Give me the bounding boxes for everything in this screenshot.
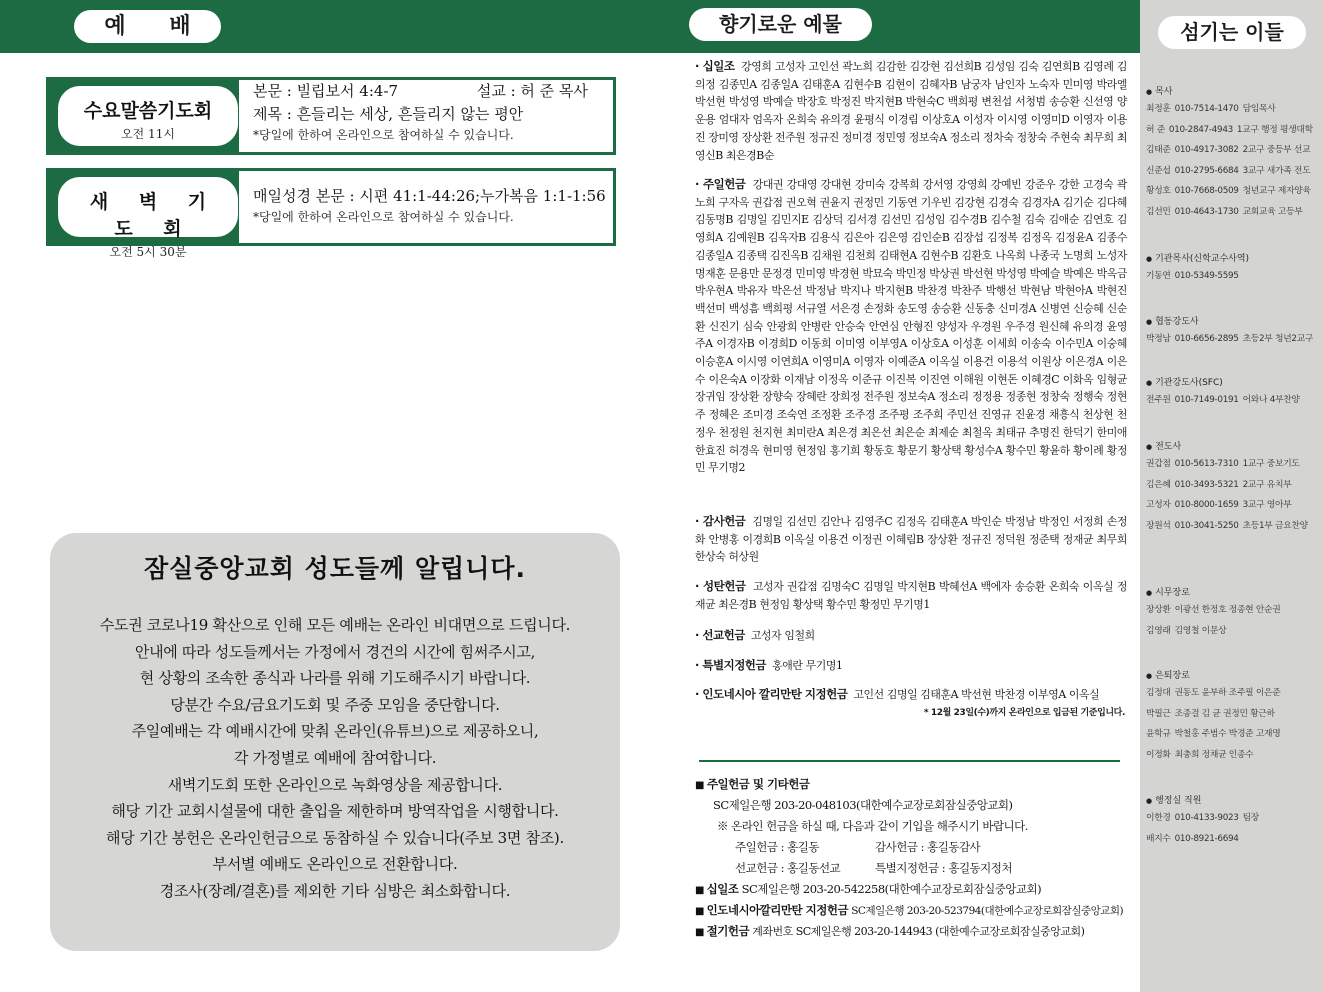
wednesday-preacher: 설교 : 허 준 목사: [476, 82, 588, 100]
staff-row: [1146, 120, 1322, 141]
offering-names: 고인선 김명일 김태훈A 박선현 박찬경 이부영A 이옥실: [853, 688, 1100, 701]
staff-role: 초등2부 청년2교구: [1242, 334, 1314, 344]
indonesia-account-row: [695, 900, 1135, 921]
notice-line: 주일예배는 각 예배시간에 맞춰 온라인(유튜브)으로 제공하오니,: [131, 722, 539, 741]
staff-role: 1교구 행정 평생대학: [1236, 124, 1313, 135]
staff-role: 담임목사: [1242, 104, 1276, 114]
worship-header: 예 배: [74, 10, 221, 43]
offering-header: 향기로운 예물: [689, 8, 872, 41]
staff-row: [1146, 266, 1322, 287]
staff-name: 윤학규: [1146, 729, 1171, 739]
staff-row: [1146, 99, 1322, 120]
notice-line: 각 가정별로 예배에 참여합니다.: [233, 748, 437, 767]
wednesday-note: *당일에 한하여 온라인으로 참여하실 수 있습니다.: [253, 128, 514, 142]
staff-row: [1146, 181, 1322, 202]
group-title: ● 은퇴장로: [1146, 670, 1322, 683]
staff-names: 이광선 한정호 정종현 안순권: [1174, 605, 1281, 615]
notice-line: 당분간 수요/금요기도회 및 주중 모임을 중단합니다.: [170, 695, 500, 714]
wednesday-scripture: 본문 : 빌립보서 4:4-7: [253, 82, 399, 100]
wednesday-text-line: [253, 80, 613, 103]
dawn-prayer-label: [58, 177, 238, 259]
staff-row: [1146, 140, 1322, 161]
staff-name: 이정화: [1146, 749, 1171, 760]
staff-role: 2교구 중등부 선교: [1242, 145, 1311, 155]
staff-names: 김영철 이문상: [1174, 625, 1227, 636]
group-title: ● 전도사: [1146, 441, 1322, 454]
staff-row: [1146, 516, 1322, 537]
agency-pastor-group: [1146, 253, 1322, 287]
notice-line: 현 상황의 조속한 종식과 나라를 위해 기도해주시기 바랍니다.: [139, 669, 531, 688]
christmas-offering-block: [695, 578, 1127, 613]
group-title: ● 목사: [1146, 86, 1322, 99]
group-title: ● 행정실 직원: [1146, 795, 1322, 808]
staff-row: [1146, 202, 1322, 223]
staff-row: [1146, 390, 1322, 411]
offering-category: · 특별지정헌금: [695, 658, 766, 672]
offering-category: · 인도네시아 깔리만탄 지정헌금: [695, 687, 847, 701]
tithe-offering-block: [695, 58, 1127, 164]
staff-row: [1146, 621, 1322, 642]
staff-name: 김선민: [1146, 206, 1171, 217]
offering-names: 강대권 강대영 강대현 강미숙 강복희 강서영 강영희 강예빈 강준우 강한 고경숙 곽노희 구자옥 권갑점 권오혁 권윤지 권정민 기동연 기우빈 김강현 김경숙 김경자A 김기순 김다혜 김동명B 김명일 김민지E 김상덕 김서경 김선민 김성임 김수경B 김수철 김숙 김애순 김연호 김영희A 김예원B 김옥자B 김용식 김은아 김은영 김인순B 김장섭 김정복 김정옥 김정윤A 김종수 김종일A 김종택 김진옥B 김채원 김천희 김태현A 김현수B 김환호 나옥희 나종국 노명희 노성자 명재훈 문용만 문정경 민미영 박경현 박묘숙 박민정 박상권 박선현 박성영 박예슬 박예은 박옥금 박우현A 박유자 박은선 박정남 박지나 박지현B 박찬경 박찬주 박행선 박현남 박현아A 박현진 백선미 백성흠 백희평 서규열 서은경 손정화 송도영 송승환 신동충 신미경A 신병연 신승혜 신순환 신진기 심숙 안광희 안병란 안승숙 안연심 안형진 양성자 우경원 우주경 원신혜 유의경 윤영주A 이경자B 이경희D 이동희 이미영 이부영A 이상호A 이성훈 이세희 이송숙 이수민A 이숭혜 이승훈A 이시영 이연희A 이영미A 이영자 이예준A 이옥실 이용건 이용석 이원상 이은경A 이은수 이은숙A 이장화 이재남 이정옥 이준규 이진복 이진연 이해원 이현돈 이혜경C 이화옥 임형균 장귀임 장상환 장향숙 장혜란 장희정 전주원 정보숙A 정소리 정정용 정종현 정창숙 정행숙 정현주 정혜은 조미경 조숙연 조정환 조주경 조주평 조주희 주민선 진영규 진윤경 채흥식 천상현 천정우 천정원 천지현 최미란A 최은경 최은선 최은순 최제순 최철옥 최태규 추명진 한덕기 한미애 한효진 허경옥 현미영 현정임 홍기희 황동호 황문기 황상택 황성수A 황수민 황윤하 황이례 황정민 무기명2: [695, 178, 1128, 475]
notice-line: 해당 기간 봉헌은 온라인헌금으로 동참하실 수 있습니다(주보 3면 참조).: [106, 828, 564, 847]
naming-example: 특별지정헌금 : 홍길동지정처: [875, 861, 1012, 875]
offering-names: 고성자 임철희: [750, 629, 815, 642]
indonesia-account-number: SC제일은행 203-20-523794(대한예수교장로회잠실중앙교회): [851, 905, 1124, 917]
staff-name: 신준섭: [1146, 165, 1171, 176]
staff-role: 3교구 새가족 전도: [1242, 165, 1311, 176]
staff-name: 박필근: [1146, 708, 1171, 719]
staff-name: 김태준: [1146, 145, 1171, 155]
naming-example: 주일헌금 : 홍길동: [735, 840, 819, 854]
servants-header: 섬기는 이들: [1158, 16, 1306, 49]
section-divider: [699, 760, 1120, 762]
staff-phone: 010-7149-0191: [1174, 395, 1239, 405]
season-account-label: 절기헌금: [706, 924, 750, 938]
notice-line: 해당 기간 교회시설물에 대한 출입을 제한하며 방역작업을 시행합니다.: [111, 802, 559, 821]
evangelists-group: [1146, 441, 1322, 536]
dawn-prayer-box: [46, 168, 616, 259]
naming-example: 감사헌금 : 홍길동감사: [875, 840, 981, 854]
group-title: ● 협동강도사: [1146, 316, 1322, 329]
naming-example-row: [695, 837, 1135, 858]
pastors-group: [1146, 86, 1322, 222]
staff-names: 최충희 정채균 인종수: [1174, 749, 1254, 760]
staff-phone: 010-4917-3082: [1174, 145, 1239, 155]
notice-line: 새벽기도회 또한 온라인으로 녹화영상을 제공합니다.: [167, 775, 503, 794]
staff-name: 김은혜: [1146, 479, 1171, 490]
staff-name: 권갑점: [1146, 459, 1171, 469]
staff-role: 초등1부 금요찬양: [1242, 520, 1308, 531]
wednesday-service-box: [46, 77, 616, 155]
staff-role: 어와나 4부찬양: [1242, 395, 1300, 405]
staff-phone: 010-2847-4943: [1168, 124, 1233, 135]
church-notice-box: [50, 533, 620, 951]
group-title: ● 기관목사(신학교수사역): [1146, 253, 1322, 266]
group-title: ● 시무장로: [1146, 587, 1322, 600]
staff-row: [1146, 724, 1322, 745]
offering-category: · 성탄헌금: [695, 579, 745, 593]
staff-phone: 010-8921-6694: [1174, 833, 1239, 844]
mission-offering-block: [695, 627, 1127, 645]
staff-row: [1146, 495, 1322, 516]
staff-names: 조종걸 김 균 권정민 황근하: [1174, 708, 1275, 719]
staff-role: 교회교육 고등부: [1242, 206, 1303, 217]
offering-names: 강영희 고성자 고인선 곽노희 김감한 김강현 김선희B 김성임 김숙 김연희B 김영례 김의정 김종민A 김종일A 김태훈A 김현수B 김현이 김혜자B 남궁자 남인자 노숙자 민미영 박라엘 박선현 박성영 박예슬 박장호 박정진 박지현B 박현숙C 백희평 변천섭 서청범 송승환 신선영 양운용 엄대자 엄옥자 온희숙 유의경 윤평식 이경림 이상호A 이성자 이시영 이영미D 이영자 이용진 장미영 장상환 전주원 정규진 정미경 정민영 정보숙A 정소리 정차숙 정창숙 주현숙 최무희 최영신B 최은경B순: [695, 60, 1128, 162]
staff-name: 고성자: [1146, 500, 1171, 510]
staff-name: 김정대: [1146, 688, 1171, 698]
staff-row: [1146, 454, 1322, 475]
tithe-account-label: 십일조: [706, 882, 739, 896]
dawn-prayer-content: [239, 171, 613, 243]
staff-phone: 010-5349-5595: [1174, 271, 1239, 281]
retired-elders-group: [1146, 670, 1322, 765]
offering-names: 김명일 김선민 김안나 김영주C 김정옥 김태훈A 박인순 박정남 박정인 서정희 손정화 안병홍 이경희B 이옥실 이용건 이정권 이혜림B 장상환 정규진 정덕원 정준택 정재균 최무희 한상숙 허상원: [695, 515, 1128, 564]
staff-names: 권동도 윤부하 조주필 이은준: [1174, 688, 1281, 698]
servants-sidebar: [1140, 0, 1323, 992]
indonesia-offering-block: [695, 686, 1127, 704]
staff-name: 장상환: [1146, 605, 1171, 615]
staff-role: 3교구 영아부: [1242, 500, 1292, 510]
dawn-note: *당일에 한하여 온라인으로 참여하실 수 있습니다.: [253, 210, 514, 224]
staff-name: 배지수: [1146, 833, 1171, 844]
staff-row: [1146, 329, 1322, 350]
staff-name: 최정훈: [1146, 104, 1171, 114]
staff-phone: 010-4643-1730: [1174, 206, 1239, 217]
offering-cutoff-note: * 12월 23일(수)까지 온라인으로 입금된 기준입니다.: [923, 708, 1125, 718]
tithe-account-number: SC제일은행 203-20-542258(대한예수교장로회잠실중앙교회): [741, 882, 1042, 896]
notice-line: 수도권 코로나19 확산으로 인해 모든 예배는 온라인 비대면으로 드립니다.: [99, 616, 571, 634]
offering-names: 홍애란 무기명1: [772, 659, 843, 672]
special-offering-block: [695, 657, 1127, 675]
staff-phone: 010-2795-6684: [1174, 165, 1239, 176]
staff-name: 기동연: [1146, 271, 1171, 281]
staff-phone: 010-3041-5250: [1174, 520, 1239, 531]
offering-category: · 선교헌금: [695, 628, 745, 642]
notice-lines: [50, 612, 620, 905]
cooperative-evangelist-group: [1146, 316, 1322, 350]
tithe-account-row: [695, 879, 1135, 900]
wednesday-service-content: [239, 80, 613, 152]
office-staff-group: [1146, 795, 1322, 849]
staff-phone: 010-5613-7310: [1174, 459, 1239, 469]
offering-category: · 주일헌금: [695, 177, 745, 191]
staff-name: 장원석: [1146, 520, 1171, 531]
staff-name: 허 준: [1146, 124, 1165, 135]
dawn-prayer-title: 새 벽 기 도 회: [89, 191, 219, 240]
notice-title: 잠실중앙교회 성도들께 알립니다.: [143, 554, 526, 583]
thanks-offering-block: [695, 513, 1127, 566]
staff-row: [1146, 704, 1322, 725]
staff-names: 박철홍 주범수 박경준 고재명: [1174, 729, 1281, 739]
wednesday-service-label: [58, 86, 238, 146]
staff-phone: 010-4133-9023: [1174, 813, 1239, 823]
staff-row: [1146, 745, 1322, 766]
dawn-scripture: 매일성경 본문 : 시편 41:1-44:26;누가복음 1:1-1:56: [253, 187, 606, 205]
sunday-account-number: SC제일은행 203-20-048103(대한예수교장로회잠실중앙교회): [713, 798, 1013, 812]
staff-name: 황성호: [1146, 186, 1171, 196]
staff-name: 김영래: [1146, 625, 1171, 636]
staff-phone: 010-3493-5321: [1174, 479, 1239, 490]
dawn-prayer-time: 오전 5시 30분: [109, 245, 187, 259]
offering-names: 고성자 권갑점 김명숙C 김명일 박지현B 박혜선A 백에자 송승환 온희숙 이옥실 정재균 최은경B 현정임 황상택 황수민 황정민 무기명1: [695, 580, 1128, 611]
group-title: ● 기관강도사(SFC): [1146, 377, 1322, 390]
sunday-account-title: ■ 주일헌금 및 기타헌금: [695, 774, 1135, 795]
agency-evangelist-group: [1146, 377, 1322, 411]
notice-line: 부서별 예배도 온라인으로 전환합니다.: [212, 855, 458, 874]
wednesday-subject: 제목 : 흔들리는 세상, 흔들리지 않는 평안: [253, 105, 524, 123]
wednesday-service-title: 수요말씀기도회: [83, 100, 213, 122]
staff-role: 팀장: [1242, 813, 1260, 823]
staff-role: 2교구 유치부: [1242, 479, 1292, 490]
online-offering-note: ※ 온라인 헌금을 하실 때, 다음과 같이 기입을 해주시기 바랍니다.: [717, 819, 1028, 833]
staff-row: [1146, 829, 1322, 850]
staff-phone: 010-7668-0509: [1174, 186, 1239, 196]
staff-name: 전주원: [1146, 395, 1171, 405]
staff-row: [1146, 683, 1322, 704]
top-header-band: [0, 0, 1140, 53]
staff-row: [1146, 600, 1322, 621]
season-account-number: 계좌번호 SC제일은행 203-20-144943 (대한예수교장로회잠실중앙교회): [752, 925, 1085, 938]
indonesia-account-label: 인도네시아깔리만탄 지정헌금: [706, 903, 849, 917]
notice-line: 안내에 따라 성도들께서는 가정에서 경건의 시간에 힘써주시고,: [134, 642, 536, 661]
staff-phone: 010-8000-1659: [1174, 500, 1239, 510]
bank-accounts: [695, 774, 1135, 942]
staff-phone: 010-6656-2895: [1174, 334, 1239, 344]
elders-group: [1146, 587, 1322, 641]
staff-phone: 010-7514-1470: [1174, 104, 1239, 114]
staff-row: [1146, 808, 1322, 829]
wednesday-service-time: 오전 11시: [121, 127, 175, 141]
naming-example: 선교헌금 : 홍길동선교: [735, 861, 841, 875]
staff-row: [1146, 475, 1322, 496]
notice-line: 경조사(장례/결혼)를 제외한 기타 심방은 최소화합니다.: [159, 881, 511, 900]
staff-name: 박정남: [1146, 334, 1171, 344]
offering-category: · 십일조: [695, 59, 734, 73]
staff-role: 청년교구 제자양육: [1242, 186, 1311, 196]
season-account-row: [695, 921, 1135, 942]
naming-example-row: [695, 858, 1135, 879]
staff-name: 이한경: [1146, 813, 1171, 823]
sunday-offering-block: [695, 176, 1127, 477]
offering-category: · 감사헌금: [695, 514, 745, 528]
staff-row: [1146, 161, 1322, 182]
staff-role: 1교구 중보기도: [1242, 459, 1300, 469]
